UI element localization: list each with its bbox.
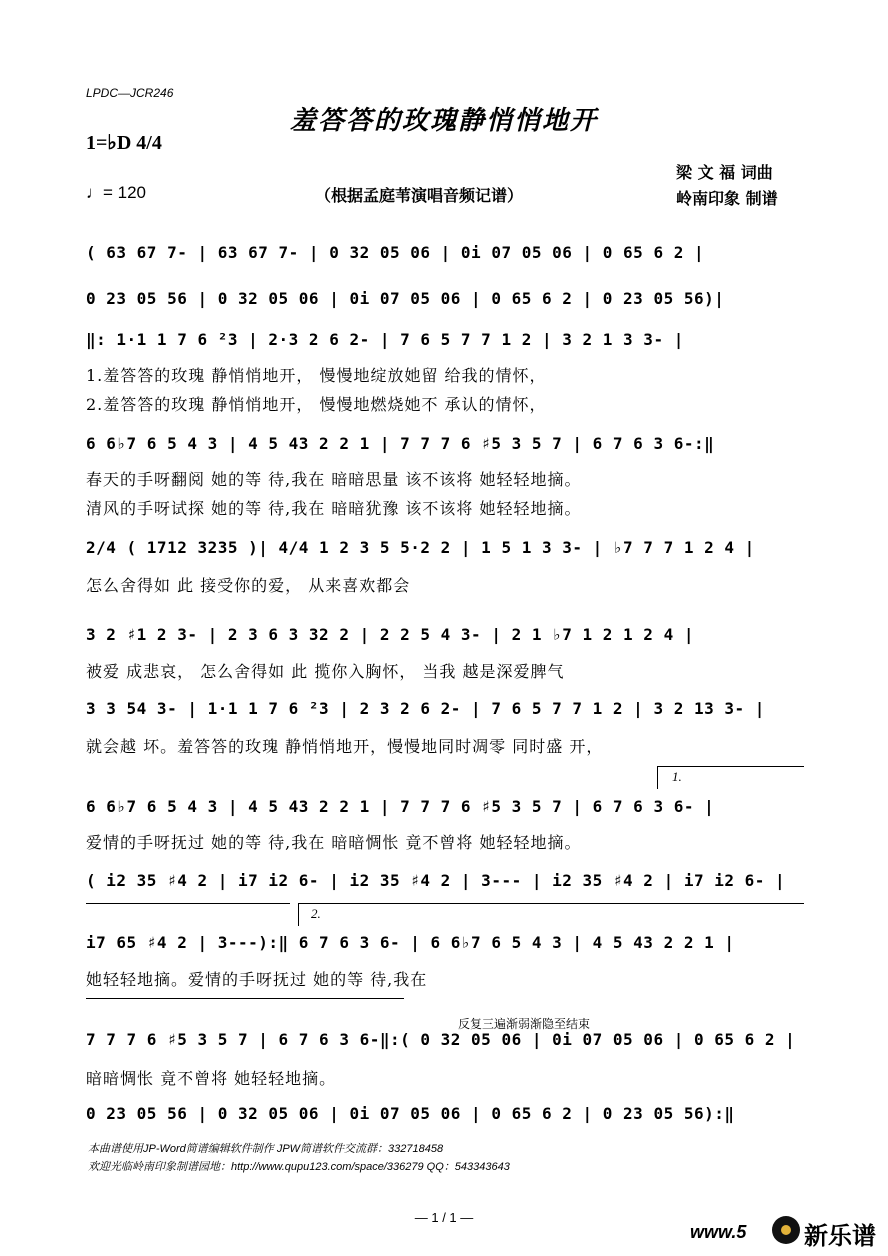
lyric-row-3-verse-2: 2.羞答答的玫瑰 静悄悄地开， 慢慢地燃烧她不 承认的情怀， <box>86 395 547 414</box>
watermark-brand: 新乐谱 <box>804 1222 876 1250</box>
second-ending-continuation <box>86 998 404 999</box>
notation-row-9: ( i2 35 ♯4 2 | i7 i2 6- | i2 35 ♯4 2 | 3--- | i2 35 ♯4 2 | i7 i2 6- | <box>86 871 786 890</box>
notation-row-4: 6 6♭7 6 5 4 3 | 4 5 43 2 2 1 | 7 7 7 6 ♯5 3 5 7 | 6 7 6 3 6-:‖ <box>86 434 715 453</box>
notation-row-1: ( 63 67 7- | 63 67 7- | 0 32 05 06 | 0i 07 05 06 | 0 65 6 2 | <box>86 243 705 262</box>
lyric-row-8: 爱情的手呀抚过 她的等 待,我在 暗暗惆怅 竟不曾将 她轻轻地摘。 <box>86 833 582 852</box>
notation-row-5: 2/4 ( 1712 3235 )| 4/4 1 2 3 5 5·2 2 | 1 5 1 3 3- | ♭7 7 7 1 2 4 | <box>86 538 755 557</box>
second-ending-bracket <box>298 903 804 926</box>
watermark-url: www.5 <box>690 1222 747 1242</box>
record-logo-icon <box>772 1216 800 1244</box>
footer-software-line: 本曲谱使用JP-Word简谱编辑软件制作 JPW简谱软件交流群：332718458 <box>88 1143 444 1155</box>
lyric-row-10: 她轻轻地摘。爱情的手呀抚过 她的等 待,我在 <box>86 970 428 989</box>
notation-row-6: 3 2 ♯1 2 3- | 2 3 6 3 32 2 | 2 2 5 4 3- | 2 1 ♭7 1 2 1 2 4 | <box>86 625 694 644</box>
notation-row-10: i7 65 ♯4 2 | 3---):‖ 6 7 6 3 6- | 6 6♭7 6 5 4 3 | 4 5 43 2 2 1 | <box>86 933 735 952</box>
lyric-row-3-verse-1: 1.羞答答的玫瑰 静悄悄地开， 慢慢地绽放她留 给我的情怀， <box>86 366 547 385</box>
second-ending-label: 2. <box>311 906 321 921</box>
notation-row-7: 3 3 54 3- | 1·1 1 7 6 ²3 | 2 3 2 6 2- | 7 6 5 7 7 1 2 | 3 2 13 3- | <box>86 699 765 718</box>
lyric-row-6: 被爱 成悲哀， 怎么舍得如 此 揽你入胸怀， 当我 越是深爱脾气 <box>86 662 565 681</box>
first-ending-continuation <box>86 903 290 904</box>
notation-row-11: 7 7 7 6 ♯5 3 5 7 | 6 7 6 3 6-‖:( 0 32 05 06 | 0i 07 05 06 | 0 65 6 2 | <box>86 1030 796 1049</box>
lyric-row-7: 就会越 坏。羞答答的玫瑰 静悄悄地开，慢慢地同时凋零 同时盛 开， <box>86 737 604 756</box>
arranger-credit: 岭南印象 制谱 <box>676 189 778 208</box>
notation-row-8: 6 6♭7 6 5 4 3 | 4 5 43 2 2 1 | 7 7 7 6 ♯5 3 5 7 | 6 7 6 3 6- | <box>86 797 715 816</box>
composer-credit: 梁 文 福 词曲 <box>676 163 773 182</box>
footer-website-line: 欢迎光临岭南印象制谱园地：http://www.qupu123.com/space/336279 QQ：543343643 <box>88 1161 510 1173</box>
key-signature: 1=♭D 4/4 <box>86 132 162 154</box>
notation-row-2: 0 23 05 56 | 0 32 05 06 | 0i 07 05 06 | 0 65 6 2 | 0 23 05 56)| <box>86 289 725 308</box>
lyric-row-11: 暗暗惆怅 竟不曾将 她轻轻地摘。 <box>86 1069 337 1088</box>
notation-row-3: ‖: 1·1 1 7 6 ²3 | 2·3 2 6 2- | 7 6 5 7 7 1 2 | 3 2 1 3 3- | <box>86 330 684 349</box>
repeat-instruction: 反复三遍渐弱渐隐至结束 <box>458 1017 591 1031</box>
song-title: 羞答答的玫瑰静悄悄地开 <box>289 106 598 136</box>
score-code: LPDC—JCR246 <box>86 86 174 100</box>
transcription-source: （根据孟庭苇演唱音频记谱） <box>315 186 524 205</box>
first-ending-label: 1. <box>672 769 682 784</box>
first-ending-bracket <box>657 766 804 789</box>
lyric-row-4-verse-2: 清风的手呀试探 她的等 待,我在 暗暗犹豫 该不该将 她轻轻地摘。 <box>86 499 582 518</box>
page-number: — 1 / 1 — <box>414 1210 474 1225</box>
lyric-row-4-verse-1: 春天的手呀翻阅 她的等 待,我在 暗暗思量 该不该将 她轻轻地摘。 <box>86 470 582 489</box>
lyric-row-5: 怎么舍得如 此 接受你的爱， 从来喜欢都会 <box>86 576 411 595</box>
tempo-marking: ♩= 120 <box>86 183 147 202</box>
notation-row-12: 0 23 05 56 | 0 32 05 06 | 0i 07 05 06 | 0 65 6 2 | 0 23 05 56):‖ <box>86 1104 735 1123</box>
